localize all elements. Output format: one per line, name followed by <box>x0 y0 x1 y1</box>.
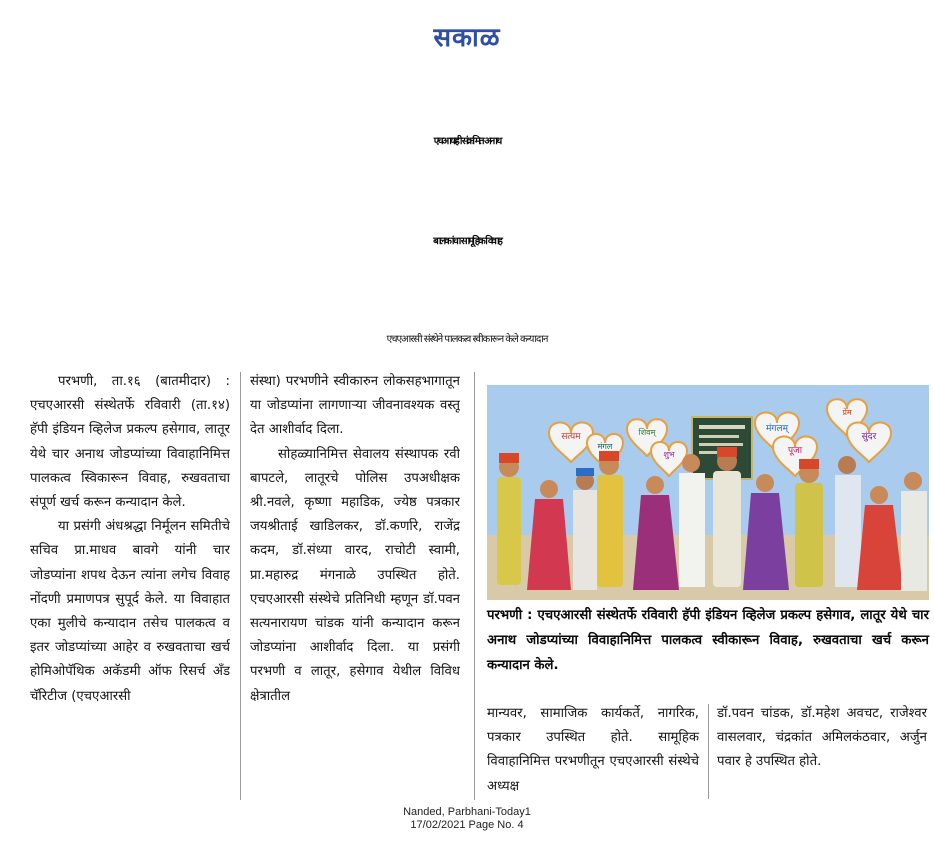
banner-label: शिवम् <box>638 428 656 437</box>
paragraph: सोहळ्यानिमित्त सेवालय संस्थापक रवी बापटले, लातूरचे पोलिस उपअधीक्षक श्री.नवले, कृष्णा महाडिक, ज्येष्ठ पत्रकार जयश्रीताई खाडिलकर, डॉ.कर्णारे, राजेंद्र कदम, डॉ.संध्या वारद, राचोटी स्वामी, प्रा.महारुद्र मंगनाळे उपस्थित होते. एचएआरसी संस्थेचे प्रतिनिधी म्हणून डॉ.पवन सत्यनारायण चांडक यांनी कन्यादान करून जोडप्यांना आशीर्वाद दिला. या प्रसंगी परभणी व लातूर, हसेगाव येथील विविध क्षेत्रातील <box>250 446 460 704</box>
column-divider <box>474 372 475 800</box>
paragraph: संस्था) परभणीने स्वीकारुन लोकसहभागातून या जोडप्यांना लागणाऱ्या जीवनावश्यक वस्तू देत आशीर्वाद दिला. <box>250 374 460 438</box>
article-column-4: डॉ.पवन चांडक, डॉ.महेश अवचट, राजेश्वर वासलवार, चंद्रकांत अमिलकंठवार, अर्जुन पवार हे उपस्थित होते. <box>717 706 927 770</box>
date-page-label: 17/02/2021 Page No. 4 <box>410 819 524 831</box>
banner-label: शुभ <box>663 450 675 459</box>
headline-line-2: बालकांचा सामूहिक विवाह <box>433 236 501 247</box>
banner-label: सत्यम <box>561 432 581 442</box>
banner-label: प्रेम <box>842 408 852 417</box>
banner-label: मंगल <box>597 442 613 451</box>
masthead-logo: सकाळ <box>433 23 501 53</box>
article-column-3: मान्यवर, सामाजिक कार्यकर्ते, नागरिक, पत्रकार उपस्थित होते. सामूहिक विवाहानिमित्त परभणीतून एचएआरसी संस्थेचे अध्यक्ष <box>487 706 699 794</box>
banner-label: पूजा <box>787 446 803 456</box>
paragraph: परभणी, ता.१६ (बातमीदार) : एचएआरसी संस्थेतर्फे रविवारी (ता.१४) हॅपी इंडियन व्हिलेज प्रकल्प हसेगाव, लातूर येथे चार अनाथ जोडप्यांच्या विवाहानिमित्त पालकत्व स्विकारून विवाह, रुखवताचा संपूर्ण खर्च करून कन्यादान केले. <box>30 374 230 511</box>
paragraph: या प्रसंगी अंधश्रद्धा निर्मूलन समितीचे सचिव प्रा.माधव बावगे यांनी चार जोडप्यांना शपथ देऊन त्यांना लगेच विवाह नोंदणी प्रमाणपत्र सुपूर्द केले. या विवाहात एका मुलीचे कन्यादान तसेच पालकत्व व इतर जोडप्यांच्या आहेर व रुखवताचा खर्च होमिओपॅथिक अकॅडमी ऑफ रिसर्च अँड चॅरिटीज (एचएआरसी <box>30 519 230 704</box>
article-column-1 <box>30 370 230 800</box>
column-divider <box>240 372 241 800</box>
news-photo <box>487 385 929 600</box>
column-divider <box>708 704 709 799</box>
wedding-stage-illustration <box>487 385 929 600</box>
subheadline: एचएआरसी संस्थेने पालकत्व स्वीकारून केले कन्यादान <box>386 334 548 345</box>
photo-caption: परभणी : एचएआरसी संस्थेतर्फे रविवारी हॅपी इंडियन व्हिलेज प्रकल्प हसेगाव, लातूर येथे चार अनाथ जोडप्यांच्या विवाहानिमित्त पालकत्व स्वीकारून विवाह, रुखवताचा खर्च करून कन्यादान केले. <box>487 608 929 673</box>
banner-label: मंगलम् <box>766 424 788 434</box>
headline-line-1: एचआयव्ही संक्रमित अनाथ <box>433 136 501 147</box>
page-footer <box>0 806 934 832</box>
edition-label: Nanded, Parbhani-Today1 <box>403 806 531 818</box>
banner-label: सुंदर <box>861 432 877 442</box>
article-column-2 <box>250 370 460 800</box>
